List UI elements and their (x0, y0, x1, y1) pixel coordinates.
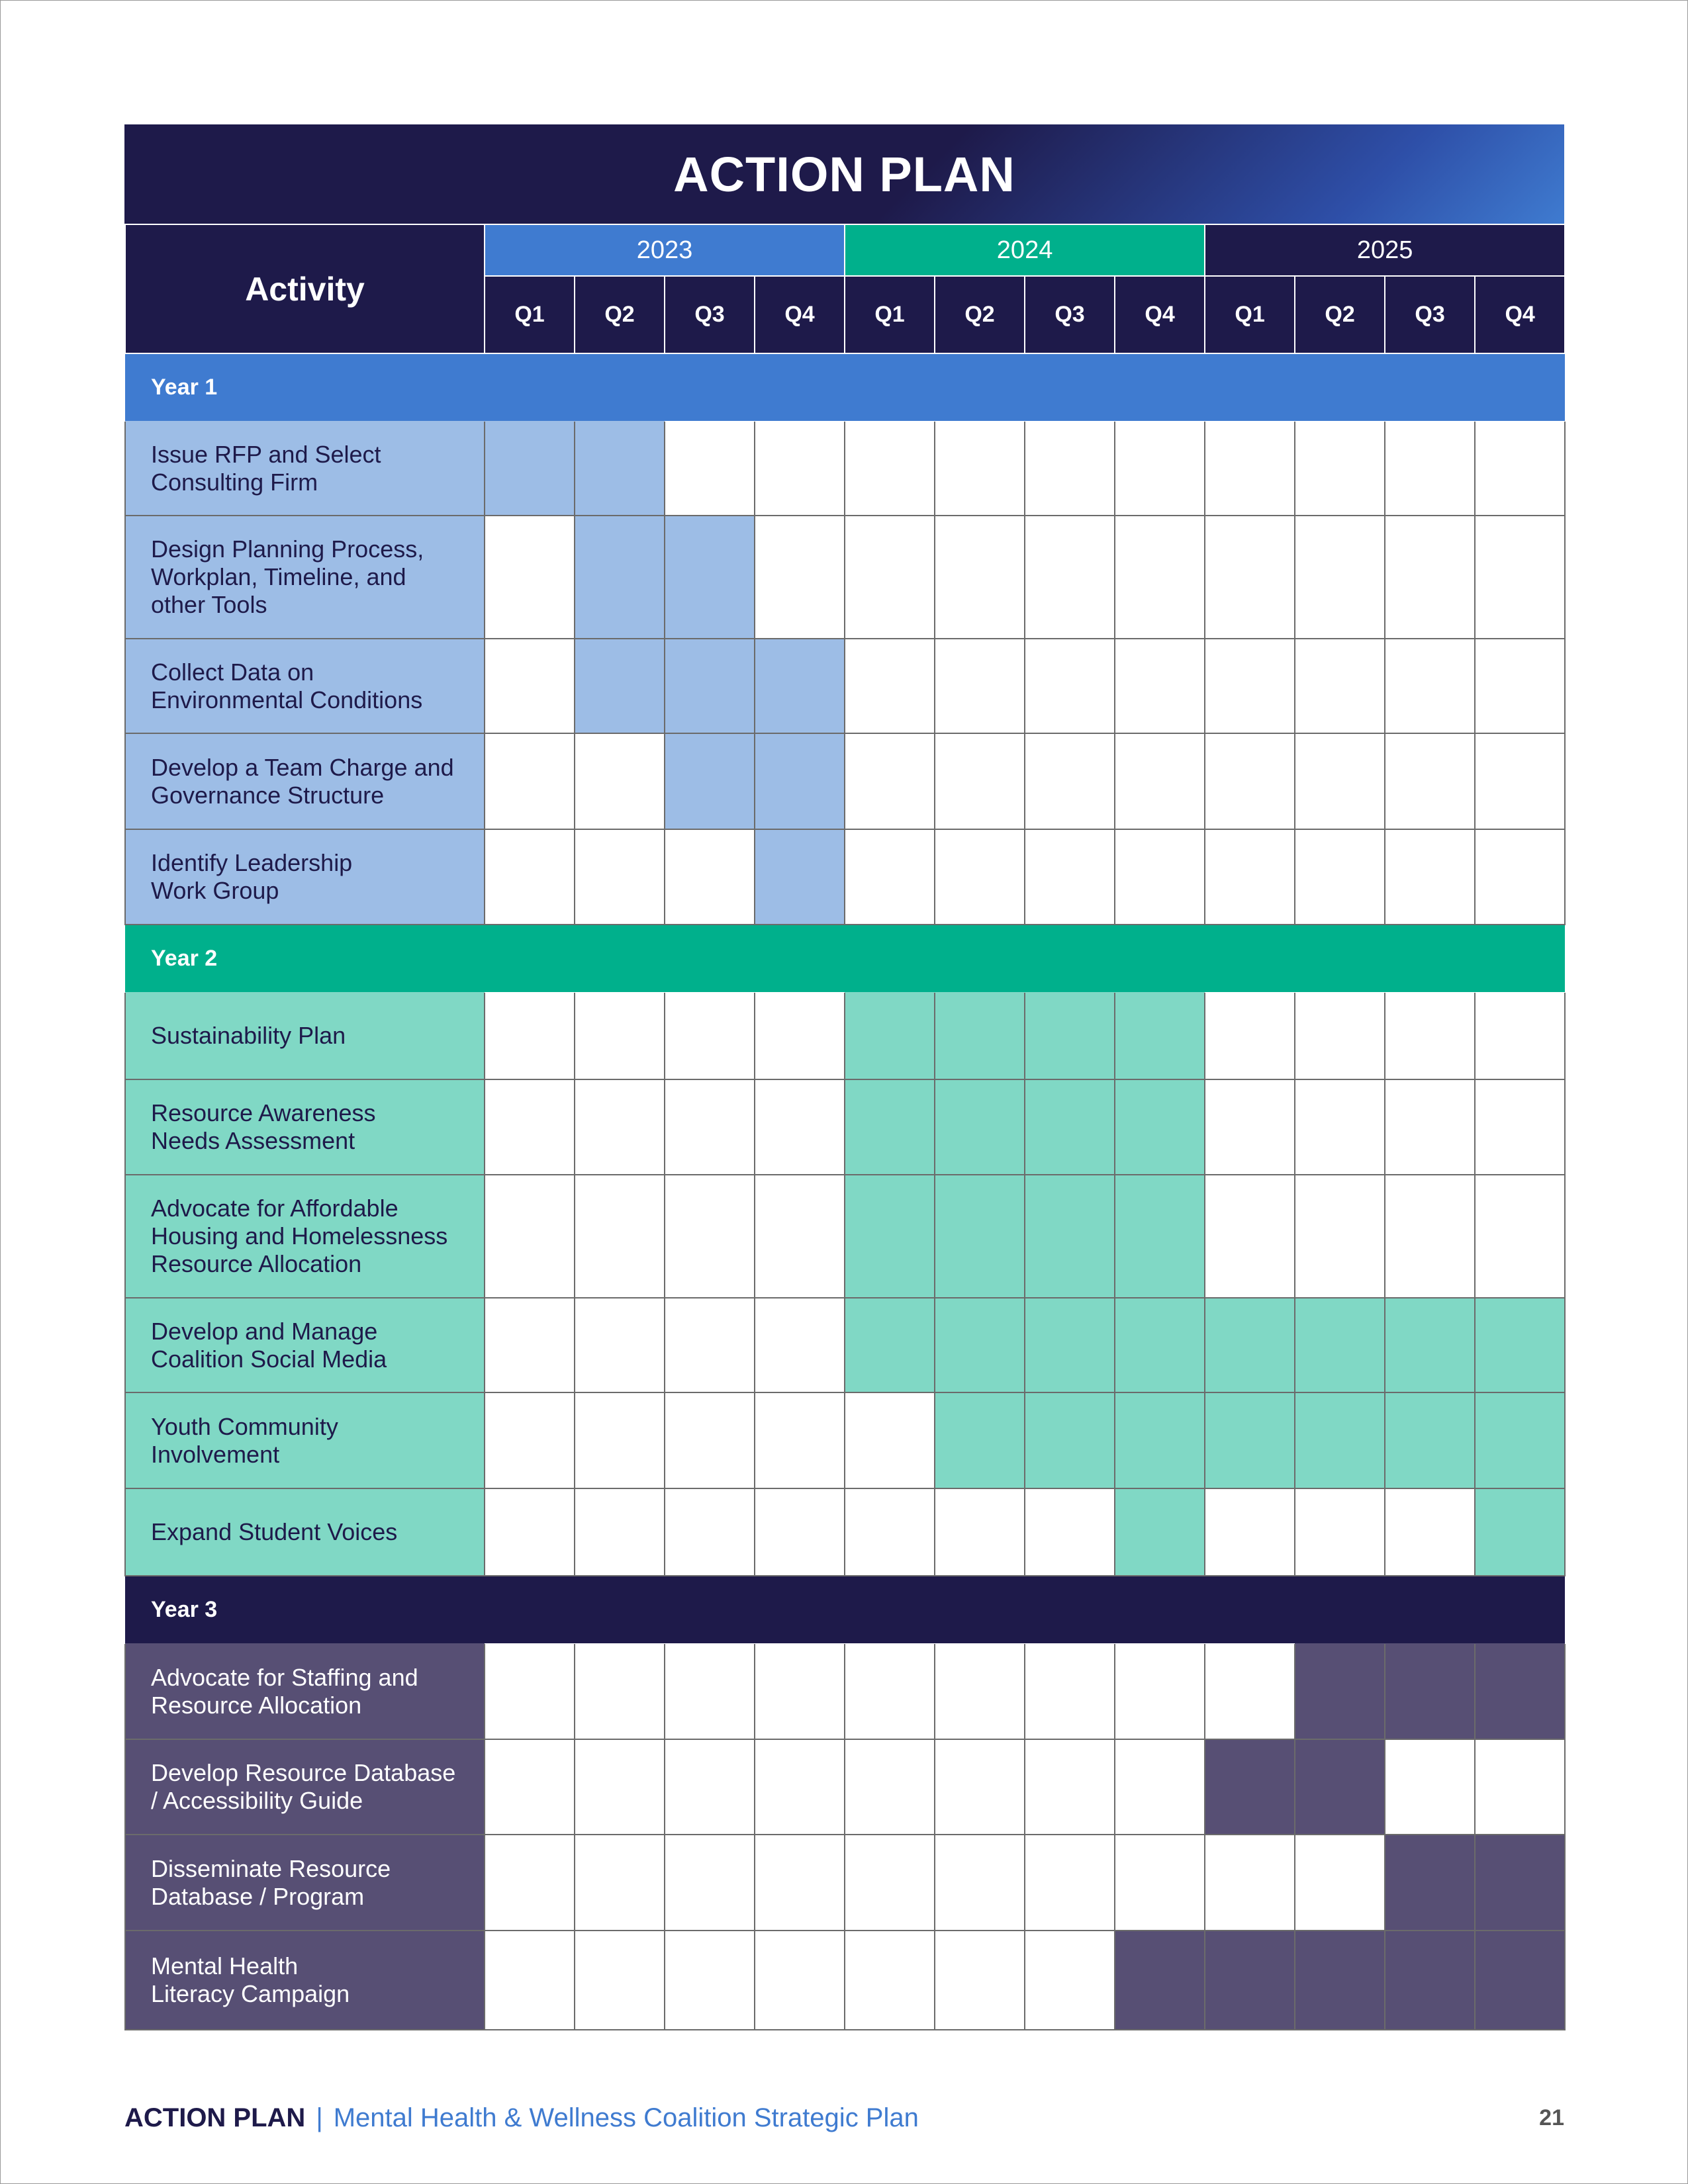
timeline-cell (485, 1739, 575, 1835)
timeline-cell-active (845, 1079, 935, 1175)
action-plan-grid (124, 224, 1566, 2030)
timeline-cell (575, 733, 665, 829)
activity-row (125, 1931, 1565, 2030)
activity-name-line: Sustainability Plan (151, 1022, 346, 1049)
activity-name (125, 733, 485, 829)
timeline-cell (485, 829, 575, 925)
footer-title: ACTION PLAN (124, 2103, 306, 2132)
timeline-cell (845, 516, 935, 639)
footer-subtitle: Mental Health & Wellness Coalition Strategic Plan (333, 2103, 919, 2132)
activity-row (125, 1298, 1565, 1392)
timeline-cell-active (1205, 1392, 1295, 1488)
timeline-cell (1115, 829, 1205, 925)
timeline-cell-active (1295, 1931, 1385, 2030)
activity-row (125, 1643, 1565, 1739)
activity-name-line: Issue RFP and Select (151, 440, 381, 468)
timeline-cell (575, 1643, 665, 1739)
activity-name-line: Advocate for Affordable (151, 1195, 399, 1222)
timeline-cell (1295, 733, 1385, 829)
activity-name (125, 1298, 485, 1392)
timeline-cell (1295, 421, 1385, 516)
activity-row (125, 1392, 1565, 1488)
timeline-cell-active (1295, 1739, 1385, 1835)
activity-name-line: Resource Allocation (151, 1691, 362, 1719)
timeline-cell (755, 421, 845, 516)
timeline-cell (1205, 1835, 1295, 1931)
timeline-cell (755, 1175, 845, 1298)
quarter-header: Q1 (485, 276, 575, 353)
timeline-cell-active (755, 639, 845, 733)
timeline-cell (1475, 1739, 1565, 1835)
year-header-2023: 2023 (485, 224, 845, 276)
timeline-cell-active (935, 1392, 1025, 1488)
timeline-cell (845, 1392, 935, 1488)
timeline-cell-active (665, 639, 755, 733)
timeline-cell-active (665, 516, 755, 639)
timeline-cell (755, 1488, 845, 1576)
timeline-cell-active (1115, 1175, 1205, 1298)
activity-name-line: Advocate for Staffing and (151, 1663, 418, 1691)
timeline-cell (1385, 1079, 1475, 1175)
timeline-cell (665, 1931, 755, 2030)
timeline-cell (1475, 1079, 1565, 1175)
quarter-header: Q2 (575, 276, 665, 353)
timeline-cell (845, 1835, 935, 1931)
timeline-cell (1025, 421, 1115, 516)
timeline-cell-active (935, 992, 1025, 1079)
timeline-cell (575, 1079, 665, 1175)
activity-name-line: Workplan, Timeline, and (151, 563, 406, 590)
activity-name (125, 421, 485, 516)
year-header-2024: 2024 (845, 224, 1205, 276)
timeline-cell-active (485, 421, 575, 516)
quarter-header: Q4 (755, 276, 845, 353)
activity-row (125, 1079, 1565, 1175)
timeline-cell-active (755, 733, 845, 829)
timeline-cell (485, 1298, 575, 1392)
timeline-cell (1025, 829, 1115, 925)
timeline-cell (1205, 421, 1295, 516)
timeline-cell (1205, 992, 1295, 1079)
timeline-cell (665, 829, 755, 925)
timeline-cell (845, 733, 935, 829)
timeline-cell (935, 1931, 1025, 2030)
activity-name-line: / Accessibility Guide (151, 1787, 363, 1814)
timeline-cell (1115, 639, 1205, 733)
timeline-cell-active (575, 516, 665, 639)
quarter-header: Q3 (665, 276, 755, 353)
quarter-header: Q2 (1295, 276, 1385, 353)
timeline-cell (665, 1488, 755, 1576)
timeline-cell (755, 516, 845, 639)
action-plan-table-container (124, 124, 1564, 2030)
timeline-cell (485, 516, 575, 639)
timeline-cell (1295, 1175, 1385, 1298)
timeline-cell (485, 1643, 575, 1739)
timeline-cell (1115, 1835, 1205, 1931)
activity-name (125, 829, 485, 925)
timeline-cell-active (1295, 1298, 1385, 1392)
timeline-cell (485, 733, 575, 829)
activity-name-line: Governance Structure (151, 781, 385, 809)
activity-name-line: Develop and Manage (151, 1317, 378, 1345)
activity-name-line: Environmental Conditions (151, 686, 423, 713)
timeline-cell (1205, 516, 1295, 639)
timeline-cell-active (1115, 1079, 1205, 1175)
timeline-cell-active (1475, 1835, 1565, 1931)
timeline-cell-active (1475, 1488, 1565, 1576)
timeline-cell (485, 1392, 575, 1488)
timeline-cell (1025, 733, 1115, 829)
timeline-cell (1475, 639, 1565, 733)
timeline-cell (575, 1739, 665, 1835)
timeline-cell (1025, 639, 1115, 733)
timeline-cell (665, 1392, 755, 1488)
timeline-cell (755, 1739, 845, 1835)
timeline-cell (575, 992, 665, 1079)
timeline-cell (1475, 1175, 1565, 1298)
timeline-cell (845, 829, 935, 925)
activity-name-line: Database / Program (151, 1882, 365, 1910)
timeline-cell (1205, 733, 1295, 829)
timeline-cell (755, 992, 845, 1079)
activity-name-line: other Tools (151, 591, 267, 618)
timeline-cell (845, 1931, 935, 2030)
timeline-cell-active (1025, 1175, 1115, 1298)
quarter-header: Q2 (935, 276, 1025, 353)
timeline-cell (665, 1079, 755, 1175)
section-label: Year 3 (125, 1576, 1565, 1643)
timeline-cell (1385, 516, 1475, 639)
timeline-cell (485, 1835, 575, 1931)
timeline-cell (485, 1079, 575, 1175)
activity-name (125, 992, 485, 1079)
timeline-cell (1205, 1643, 1295, 1739)
activity-name-line: Develop Resource Database (151, 1759, 456, 1786)
timeline-cell (1205, 1488, 1295, 1576)
timeline-cell (1205, 1175, 1295, 1298)
timeline-cell (575, 1488, 665, 1576)
timeline-cell-active (755, 829, 845, 925)
timeline-cell-active (1025, 992, 1115, 1079)
timeline-cell-active (665, 733, 755, 829)
timeline-cell-active (1385, 1643, 1475, 1739)
timeline-cell-active (1385, 1298, 1475, 1392)
timeline-cell-active (1115, 992, 1205, 1079)
timeline-cell (485, 1175, 575, 1298)
activity-name-line: Resource Allocation (151, 1250, 362, 1277)
activity-name-line: Work Group (151, 877, 279, 904)
activity-name (125, 1079, 485, 1175)
timeline-cell (755, 1643, 845, 1739)
timeline-cell (845, 1643, 935, 1739)
timeline-cell (1295, 639, 1385, 733)
timeline-cell (1115, 516, 1205, 639)
timeline-cell (935, 1488, 1025, 1576)
activity-column-header: Activity (125, 224, 485, 353)
timeline-cell (845, 639, 935, 733)
timeline-cell-active (1025, 1392, 1115, 1488)
timeline-cell (575, 1298, 665, 1392)
activity-row (125, 733, 1565, 829)
timeline-cell (1115, 421, 1205, 516)
timeline-cell (935, 421, 1025, 516)
activity-name (125, 1175, 485, 1298)
quarter-header: Q1 (845, 276, 935, 353)
timeline-cell (935, 829, 1025, 925)
timeline-cell (755, 1835, 845, 1931)
timeline-cell (575, 1392, 665, 1488)
activity-name-line: Expand Student Voices (151, 1518, 398, 1545)
quarter-header: Q1 (1205, 276, 1295, 353)
timeline-cell-active (1205, 1298, 1295, 1392)
timeline-cell (935, 516, 1025, 639)
activity-row (125, 992, 1565, 1079)
timeline-cell-active (935, 1298, 1025, 1392)
footer-separator: | (316, 2103, 323, 2132)
activity-name (125, 516, 485, 639)
timeline-cell (935, 1643, 1025, 1739)
activity-name-line: Develop a Team Charge and (151, 753, 454, 781)
timeline-cell (755, 1392, 845, 1488)
quarter-header: Q3 (1385, 276, 1475, 353)
timeline-cell-active (845, 1298, 935, 1392)
timeline-cell-active (1115, 1298, 1205, 1392)
timeline-cell (1385, 639, 1475, 733)
activity-name-line: Consulting Firm (151, 468, 318, 496)
timeline-cell (665, 1298, 755, 1392)
timeline-cell (1385, 421, 1475, 516)
activity-row (125, 1835, 1565, 1931)
timeline-cell (575, 829, 665, 925)
activity-name-line: Identify Leadership (151, 849, 353, 876)
timeline-cell-active (575, 639, 665, 733)
timeline-cell (1385, 1175, 1475, 1298)
year-header-row (125, 224, 1565, 276)
timeline-cell-active (1475, 1931, 1565, 2030)
activity-name (125, 1488, 485, 1576)
timeline-cell-active (935, 1079, 1025, 1175)
timeline-cell (665, 1643, 755, 1739)
activity-row (125, 421, 1565, 516)
timeline-cell (1475, 829, 1565, 925)
timeline-cell (665, 421, 755, 516)
timeline-cell-active (1205, 1931, 1295, 2030)
timeline-cell (1475, 733, 1565, 829)
timeline-cell (755, 1931, 845, 2030)
activity-row (125, 1175, 1565, 1298)
timeline-cell (1295, 992, 1385, 1079)
timeline-cell (665, 992, 755, 1079)
timeline-cell (1295, 829, 1385, 925)
timeline-cell (1025, 1835, 1115, 1931)
timeline-cell (665, 1835, 755, 1931)
year-header-2025: 2025 (1205, 224, 1565, 276)
timeline-cell (1385, 1488, 1475, 1576)
timeline-cell-active (1385, 1392, 1475, 1488)
timeline-cell (1475, 421, 1565, 516)
timeline-cell-active (845, 992, 935, 1079)
timeline-cell (1025, 516, 1115, 639)
timeline-cell (1295, 1079, 1385, 1175)
timeline-cell (1205, 829, 1295, 925)
timeline-cell (1025, 1931, 1115, 2030)
activity-row (125, 1739, 1565, 1835)
activity-name (125, 1931, 485, 2030)
timeline-cell-active (1475, 1643, 1565, 1739)
activity-name (125, 1392, 485, 1488)
timeline-cell-active (1115, 1931, 1205, 2030)
timeline-cell (1025, 1739, 1115, 1835)
timeline-cell-active (1115, 1488, 1205, 1576)
timeline-cell (485, 992, 575, 1079)
timeline-cell-active (1025, 1079, 1115, 1175)
timeline-cell-active (1385, 1931, 1475, 2030)
timeline-cell (1115, 1739, 1205, 1835)
quarter-header: Q4 (1475, 276, 1565, 353)
timeline-cell-active (1385, 1835, 1475, 1931)
timeline-cell (485, 1931, 575, 2030)
section-header-row (125, 353, 1565, 421)
timeline-cell (1025, 1643, 1115, 1739)
activity-name-line: Disseminate Resource (151, 1854, 391, 1882)
activity-name-line: Needs Assessment (151, 1127, 355, 1154)
timeline-cell-active (845, 1175, 935, 1298)
timeline-cell (665, 1175, 755, 1298)
action-plan-body (125, 353, 1565, 2030)
timeline-cell (575, 1175, 665, 1298)
timeline-cell (1205, 639, 1295, 733)
timeline-cell-active (1295, 1643, 1385, 1739)
activity-name-line: Mental Health (151, 1952, 299, 1979)
section-header-row (125, 1576, 1565, 1643)
timeline-cell (935, 639, 1025, 733)
activity-name-line: Design Planning Process, (151, 535, 424, 563)
timeline-cell (1385, 829, 1475, 925)
timeline-cell-active (1115, 1392, 1205, 1488)
quarter-header: Q4 (1115, 276, 1205, 353)
timeline-cell (845, 421, 935, 516)
activity-name-line: Collect Data on (151, 658, 314, 686)
activity-name (125, 1835, 485, 1931)
timeline-cell (845, 1739, 935, 1835)
timeline-cell-active (1475, 1298, 1565, 1392)
timeline-cell (845, 1488, 935, 1576)
timeline-cell-active (1475, 1392, 1565, 1488)
action-plan-title: ACTION PLAN (124, 124, 1564, 224)
activity-name (125, 639, 485, 733)
timeline-cell (755, 1298, 845, 1392)
activity-row (125, 516, 1565, 639)
timeline-cell (1385, 733, 1475, 829)
activity-name-line: Literacy Campaign (151, 1980, 350, 2007)
activity-name-line: Youth Community (151, 1412, 338, 1440)
timeline-cell (485, 639, 575, 733)
timeline-cell-active (935, 1175, 1025, 1298)
timeline-cell (935, 1835, 1025, 1931)
timeline-cell (1475, 516, 1565, 639)
activity-name-line: Involvement (151, 1440, 280, 1468)
timeline-cell (1115, 1643, 1205, 1739)
activity-row (125, 1488, 1565, 1576)
activity-name-line: Resource Awareness (151, 1099, 376, 1126)
page-footer (124, 2101, 1564, 2134)
timeline-cell (935, 1739, 1025, 1835)
activity-name (125, 1739, 485, 1835)
section-header-row (125, 925, 1565, 992)
timeline-cell (665, 1739, 755, 1835)
timeline-cell (575, 1835, 665, 1931)
timeline-cell (1385, 1739, 1475, 1835)
quarter-header: Q3 (1025, 276, 1115, 353)
activity-name (125, 1643, 485, 1739)
timeline-cell (755, 1079, 845, 1175)
timeline-cell (935, 733, 1025, 829)
section-label: Year 2 (125, 925, 1565, 992)
timeline-cell (1475, 992, 1565, 1079)
timeline-cell-active (1025, 1298, 1115, 1392)
timeline-cell (1115, 733, 1205, 829)
activity-row (125, 829, 1565, 925)
page-number: 21 (1539, 2105, 1564, 2130)
timeline-cell (1295, 516, 1385, 639)
timeline-cell (1295, 1835, 1385, 1931)
activity-name-line: Coalition Social Media (151, 1345, 387, 1373)
timeline-cell-active (575, 421, 665, 516)
timeline-cell (1205, 1079, 1295, 1175)
timeline-cell (485, 1488, 575, 1576)
section-label: Year 1 (125, 353, 1565, 421)
timeline-cell-active (1205, 1739, 1295, 1835)
timeline-cell (1295, 1488, 1385, 1576)
activity-name-line: Housing and Homelessness (151, 1222, 448, 1250)
timeline-cell-active (1295, 1392, 1385, 1488)
timeline-cell (1385, 992, 1475, 1079)
timeline-cell (1025, 1488, 1115, 1576)
timeline-cell (575, 1931, 665, 2030)
activity-row (125, 639, 1565, 733)
